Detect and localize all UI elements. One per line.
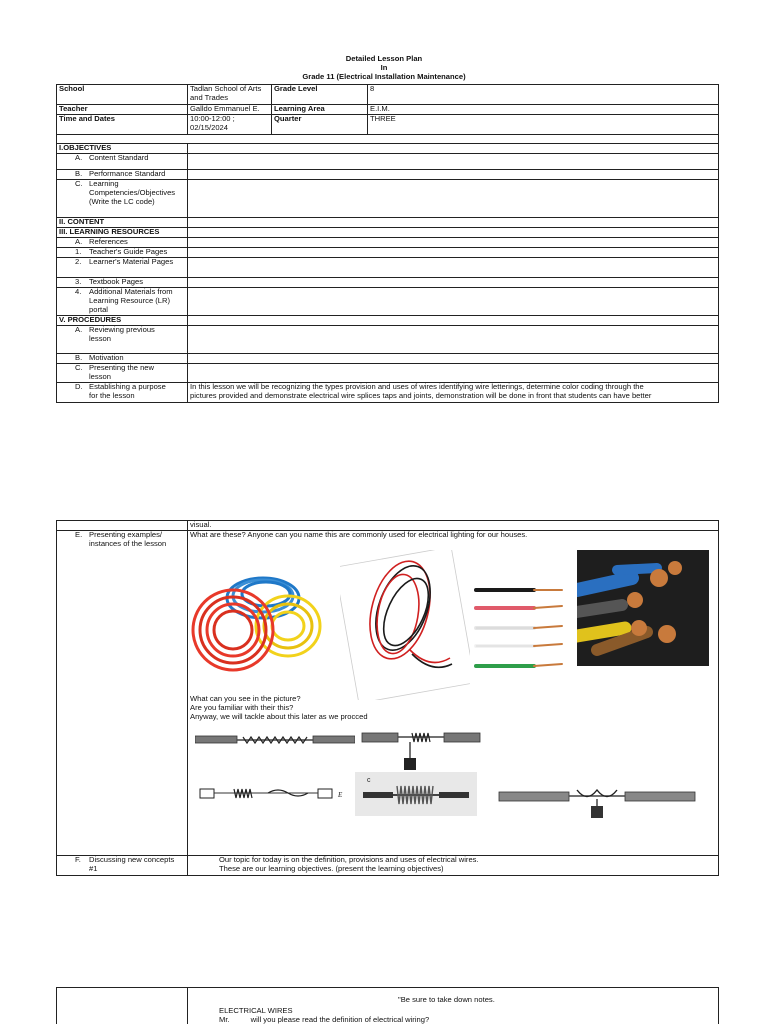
splice-letter-c: c — [367, 777, 371, 784]
doc-title-line1: Detailed Lesson Plan — [345, 54, 423, 63]
content-standard-label: A. Content Standard — [57, 154, 188, 170]
wire-coils-image — [188, 560, 338, 680]
quarter-value: THREE — [368, 115, 719, 135]
time-dates-value: 10:00-12:00 ; 02/15/2024 — [188, 115, 272, 135]
objectives-heading: I.OBJECTIVES — [57, 144, 188, 154]
teacher-label: Teacher — [57, 105, 188, 115]
stripped-wires-image — [474, 582, 569, 672]
page3-table — [56, 987, 719, 1024]
references-label: A. References — [57, 237, 188, 247]
electrical-wires-heading: ELECTRICAL WIRES — [219, 1006, 293, 1015]
pigtail-splice-image — [198, 784, 348, 804]
splice-letter-e: E — [338, 791, 343, 799]
purpose-label: D. Establishing a purpose for the lesson — [57, 382, 188, 402]
visual-text: visual. — [188, 521, 719, 531]
grade-level-label: Grade Level — [272, 85, 368, 105]
learning-area-label: Learning Area — [272, 105, 368, 115]
doc-title-line2: In — [380, 63, 388, 72]
topic-text: Our topic for today is on the definition, provisions and uses of electrical wires. These are our learning objectives. (present the learning objectives) — [188, 856, 719, 876]
plan-table — [56, 143, 719, 403]
learning-area-value: E.I.M. — [368, 105, 719, 115]
content-heading: II. CONTENT — [57, 218, 188, 228]
learners-material-label: 2. Learner's Material Pages — [57, 257, 188, 277]
examples-question: What are these? Anyone can you name this are commonly used for electrical lighting for our houses. — [190, 530, 528, 539]
info-table — [56, 84, 719, 144]
performance-standard-label: B. Performance Standard — [57, 170, 188, 180]
read-definition-text: Mr. will you please read the definition of electrical wiring? — [219, 1015, 430, 1024]
see-question: What can you see in the picture? Are you familiar with their this? Anyway, we will tackle about this later as we procced — [190, 694, 368, 721]
presenting-label: C. Presenting the new lesson — [57, 363, 188, 382]
time-dates-label: Time and Dates — [57, 115, 188, 135]
purpose-text: In this lesson we will be recognizing the types provision and uses of wires identifying wire letterings, determine color coding through the pictures provided and demonstrate electrical wire splices taps and joints, demonstration will be done in front that students can have better — [188, 382, 719, 402]
quarter-label: Quarter — [272, 115, 368, 135]
reviewing-label: A. Reviewing previous lesson — [57, 325, 188, 353]
notes-text: "Be sure to take down notes. — [398, 995, 495, 1004]
textbook-label: 3. Textbook Pages — [57, 277, 188, 287]
teacher-value: Galldo Emmanuel E. — [188, 105, 272, 115]
western-union-splice-image — [195, 730, 355, 750]
knotted-splice-photo — [355, 772, 477, 816]
copper-cable-photo — [577, 550, 709, 666]
competencies-label: C. Learning Competencies/Objectives (Write the LC code) — [57, 180, 188, 218]
grade-level-value: 8 — [368, 85, 719, 105]
examples-label: E. Presenting examples/ instances of the lesson — [57, 531, 188, 856]
doc-title-line3: Grade 11 (Electrical Installation Maintenance) — [302, 72, 466, 81]
teachers-guide-label: 1. Teacher's Guide Pages — [57, 247, 188, 257]
school-value: Tadlan School of Arts and Trades — [188, 85, 272, 105]
additional-materials-label: 4. Additional Materials from Learning Resource (LR) portal — [57, 287, 188, 315]
page3-content — [188, 988, 719, 1024]
knotted-tap-splice-image — [497, 785, 697, 819]
red-black-cable-image — [340, 550, 470, 700]
school-label: School — [57, 85, 188, 105]
tap-splice-image — [360, 728, 484, 772]
discussing-label: F. Discussing new concepts #1 — [57, 856, 188, 876]
motivation-label: B. Motivation — [57, 353, 188, 363]
procedures-heading: V. PROCEDURES — [57, 315, 188, 325]
resources-heading: III. LEARNING RESOURCES — [57, 228, 188, 238]
